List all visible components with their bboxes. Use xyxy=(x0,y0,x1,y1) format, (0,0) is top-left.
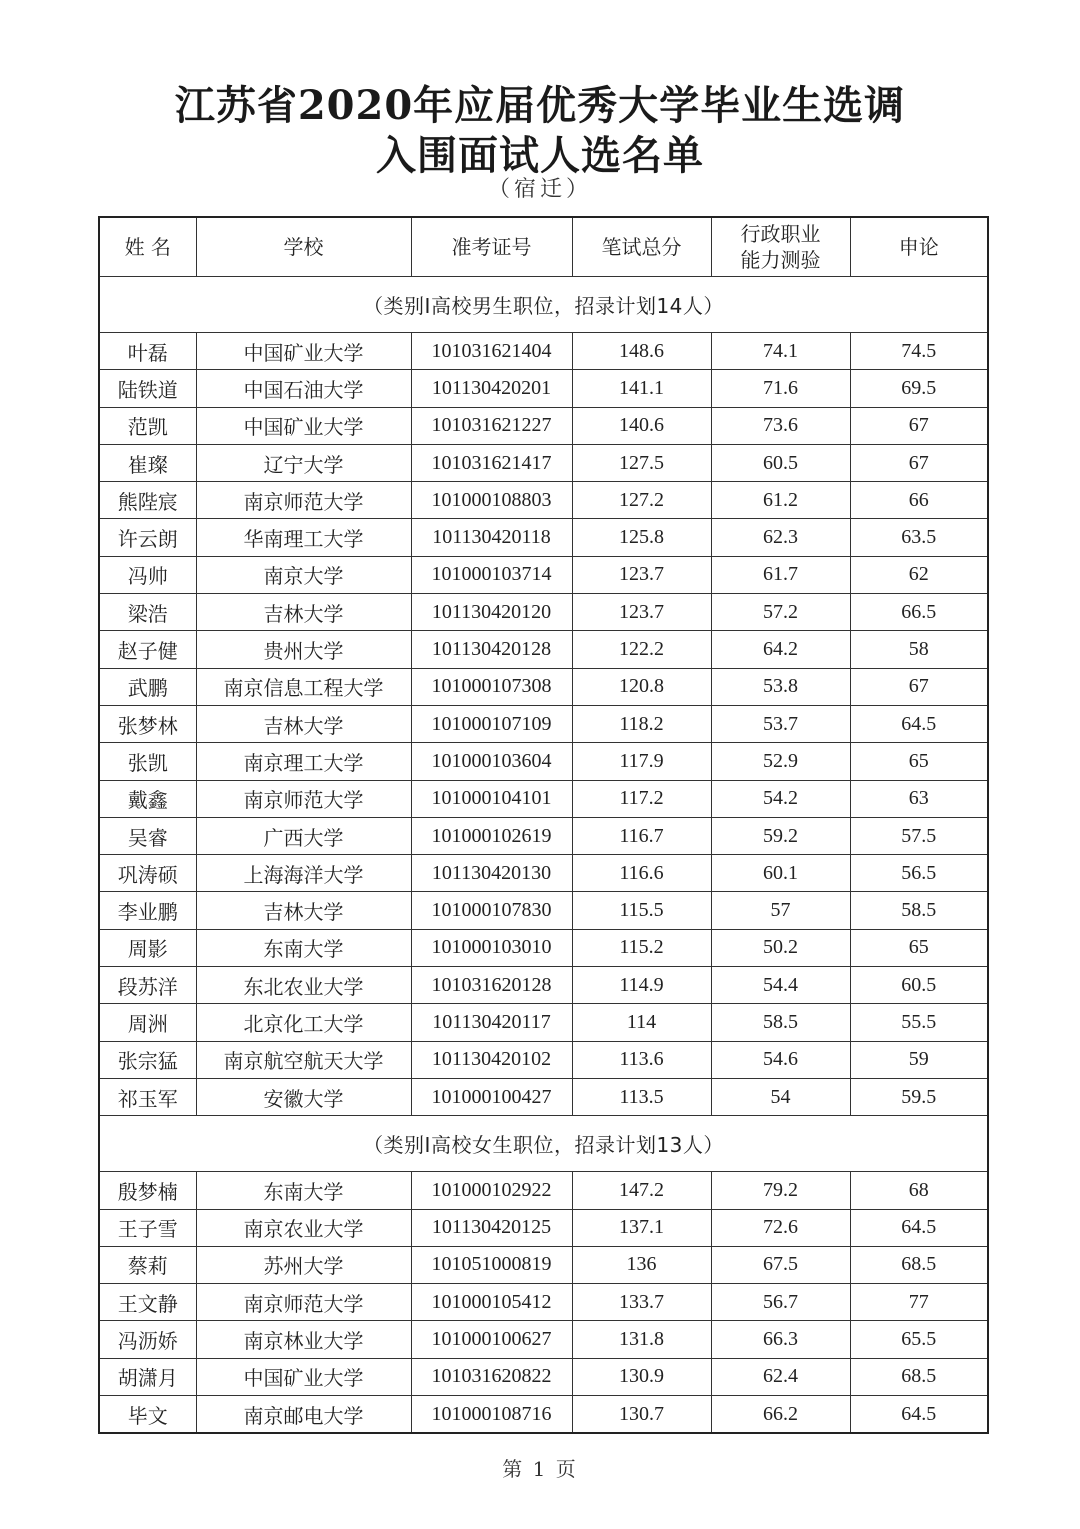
cell-total-score: 115.5 xyxy=(572,892,711,929)
cell-essay-score: 64.5 xyxy=(850,705,988,742)
table-row xyxy=(99,333,988,370)
section-heading-row xyxy=(99,1116,988,1172)
cell-essay-score: 67 xyxy=(850,407,988,444)
cell-exam-id: 101130420125 xyxy=(411,1209,572,1246)
document-subtitle: （宿迁） xyxy=(487,177,592,202)
cell-name: 戴鑫 xyxy=(99,780,196,817)
document-title-line1: 江苏省2020年应届优秀大学毕业生选调 xyxy=(174,82,906,129)
cell-essay-score: 59.5 xyxy=(850,1078,988,1115)
cell-name: 许云朗 xyxy=(99,519,196,556)
cell-aptitude-score: 53.8 xyxy=(711,668,850,705)
cell-aptitude-score: 60.5 xyxy=(711,444,850,481)
cell-exam-id: 101130420128 xyxy=(411,631,572,668)
cell-aptitude-score: 54.6 xyxy=(711,1041,850,1078)
table-row xyxy=(99,407,988,444)
cell-name: 段苏洋 xyxy=(99,967,196,1004)
cell-aptitude-score: 57.2 xyxy=(711,594,850,631)
table-row xyxy=(99,444,988,481)
cell-aptitude-score: 59.2 xyxy=(711,817,850,854)
cell-aptitude-score: 72.6 xyxy=(711,1209,850,1246)
cell-total-score: 127.5 xyxy=(572,444,711,481)
cell-name: 熊陛宸 xyxy=(99,482,196,519)
cell-name: 毕文 xyxy=(99,1396,196,1434)
cell-exam-id: 101031620822 xyxy=(411,1358,572,1395)
cell-total-score: 136 xyxy=(572,1246,711,1283)
table-row xyxy=(99,482,988,519)
cell-essay-score: 67 xyxy=(850,668,988,705)
cell-total-score: 125.8 xyxy=(572,519,711,556)
cell-name: 吴睿 xyxy=(99,817,196,854)
cell-total-score: 113.6 xyxy=(572,1041,711,1078)
cell-total-score: 141.1 xyxy=(572,370,711,407)
cell-essay-score: 67 xyxy=(850,444,988,481)
cell-total-score: 123.7 xyxy=(572,594,711,631)
cell-school: 南京航空航天大学 xyxy=(196,1041,411,1078)
cell-name: 王文静 xyxy=(99,1284,196,1321)
cell-aptitude-score: 58.5 xyxy=(711,1004,850,1041)
candidate-table xyxy=(98,216,989,1434)
cell-aptitude-score: 74.1 xyxy=(711,333,850,370)
cell-aptitude-score: 62.3 xyxy=(711,519,850,556)
cell-total-score: 113.5 xyxy=(572,1078,711,1115)
cell-name: 梁浩 xyxy=(99,594,196,631)
cell-essay-score: 63.5 xyxy=(850,519,988,556)
cell-essay-score: 64.5 xyxy=(850,1209,988,1246)
table-row xyxy=(99,705,988,742)
cell-aptitude-score: 66.3 xyxy=(711,1321,850,1358)
cell-essay-score: 69.5 xyxy=(850,370,988,407)
cell-total-score: 131.8 xyxy=(572,1321,711,1358)
cell-aptitude-score: 66.2 xyxy=(711,1396,850,1434)
cell-name: 殷梦楠 xyxy=(99,1172,196,1209)
cell-exam-id: 101000103714 xyxy=(411,556,572,593)
cell-school: 南京师范大学 xyxy=(196,482,411,519)
section-heading: （类别I高校女生职位，招录计划13人） xyxy=(99,1116,988,1172)
cell-exam-id: 101031620128 xyxy=(411,967,572,1004)
column-header-exam-id: 准考证号 xyxy=(411,217,572,277)
cell-exam-id: 101130420130 xyxy=(411,855,572,892)
cell-exam-id: 101000104101 xyxy=(411,780,572,817)
cell-exam-id: 101000107308 xyxy=(411,668,572,705)
cell-total-score: 137.1 xyxy=(572,1209,711,1246)
cell-essay-score: 58.5 xyxy=(850,892,988,929)
cell-name: 张宗猛 xyxy=(99,1041,196,1078)
cell-exam-id: 101130420201 xyxy=(411,370,572,407)
column-header-aptitude-test: 行政职业能力测验 xyxy=(711,217,850,277)
cell-school: 中国矿业大学 xyxy=(196,1358,411,1395)
cell-name: 蔡莉 xyxy=(99,1246,196,1283)
cell-exam-id: 101031621227 xyxy=(411,407,572,444)
cell-school: 华南理工大学 xyxy=(196,519,411,556)
cell-essay-score: 56.5 xyxy=(850,855,988,892)
table-row xyxy=(99,1396,988,1434)
cell-total-score: 115.2 xyxy=(572,929,711,966)
cell-essay-score: 65 xyxy=(850,743,988,780)
cell-school: 贵州大学 xyxy=(196,631,411,668)
table-row xyxy=(99,780,988,817)
cell-exam-id: 101000102922 xyxy=(411,1172,572,1209)
cell-aptitude-score: 73.6 xyxy=(711,407,850,444)
cell-aptitude-score: 61.7 xyxy=(711,556,850,593)
cell-essay-score: 59 xyxy=(850,1041,988,1078)
cell-name: 周洲 xyxy=(99,1004,196,1041)
cell-name: 祁玉军 xyxy=(99,1078,196,1115)
cell-aptitude-score: 56.7 xyxy=(711,1284,850,1321)
cell-school: 吉林大学 xyxy=(196,705,411,742)
cell-total-score: 117.9 xyxy=(572,743,711,780)
cell-essay-score: 74.5 xyxy=(850,333,988,370)
cell-school: 吉林大学 xyxy=(196,594,411,631)
table-row xyxy=(99,1004,988,1041)
table-row xyxy=(99,743,988,780)
table-row xyxy=(99,1209,988,1246)
cell-name: 崔璨 xyxy=(99,444,196,481)
cell-exam-id: 101031621417 xyxy=(411,444,572,481)
section-heading-row xyxy=(99,277,988,333)
cell-aptitude-score: 53.7 xyxy=(711,705,850,742)
cell-total-score: 117.2 xyxy=(572,780,711,817)
cell-total-score: 114 xyxy=(572,1004,711,1041)
cell-exam-id: 101000103010 xyxy=(411,929,572,966)
cell-essay-score: 68.5 xyxy=(850,1358,988,1395)
table-row xyxy=(99,370,988,407)
page-number: 第 1 页 xyxy=(502,1457,578,1481)
cell-exam-id: 101000105412 xyxy=(411,1284,572,1321)
cell-school: 南京理工大学 xyxy=(196,743,411,780)
cell-school: 东南大学 xyxy=(196,1172,411,1209)
cell-total-score: 127.2 xyxy=(572,482,711,519)
cell-aptitude-score: 64.2 xyxy=(711,631,850,668)
cell-total-score: 123.7 xyxy=(572,556,711,593)
cell-school: 南京邮电大学 xyxy=(196,1396,411,1434)
cell-exam-id: 101130420102 xyxy=(411,1041,572,1078)
cell-school: 辽宁大学 xyxy=(196,444,411,481)
cell-essay-score: 60.5 xyxy=(850,967,988,1004)
cell-essay-score: 65.5 xyxy=(850,1321,988,1358)
table-row xyxy=(99,519,988,556)
table-row xyxy=(99,556,988,593)
table-row xyxy=(99,1284,988,1321)
cell-essay-score: 68.5 xyxy=(850,1246,988,1283)
table-row xyxy=(99,1172,988,1209)
cell-school: 南京农业大学 xyxy=(196,1209,411,1246)
cell-total-score: 114.9 xyxy=(572,967,711,1004)
cell-school: 南京林业大学 xyxy=(196,1321,411,1358)
cell-school: 南京师范大学 xyxy=(196,1284,411,1321)
cell-aptitude-score: 52.9 xyxy=(711,743,850,780)
cell-aptitude-score: 67.5 xyxy=(711,1246,850,1283)
cell-total-score: 120.8 xyxy=(572,668,711,705)
table-row xyxy=(99,594,988,631)
column-header-name: 姓 名 xyxy=(99,217,196,277)
cell-total-score: 147.2 xyxy=(572,1172,711,1209)
document-title-line2: 入围面试人选名单 xyxy=(376,132,704,179)
table-row xyxy=(99,1358,988,1395)
cell-school: 广西大学 xyxy=(196,817,411,854)
cell-total-score: 116.6 xyxy=(572,855,711,892)
cell-name: 胡潇月 xyxy=(99,1358,196,1395)
cell-name: 范凯 xyxy=(99,407,196,444)
cell-essay-score: 64.5 xyxy=(850,1396,988,1434)
table-row xyxy=(99,817,988,854)
cell-exam-id: 101130420117 xyxy=(411,1004,572,1041)
column-header-essay: 申论 xyxy=(850,217,988,277)
column-header-school: 学校 xyxy=(196,217,411,277)
cell-school: 中国石油大学 xyxy=(196,370,411,407)
table-row xyxy=(99,967,988,1004)
cell-name: 周影 xyxy=(99,929,196,966)
cell-name: 张梦林 xyxy=(99,705,196,742)
cell-essay-score: 57.5 xyxy=(850,817,988,854)
cell-name: 陆铁道 xyxy=(99,370,196,407)
cell-exam-id: 101000108716 xyxy=(411,1396,572,1434)
cell-name: 王子雪 xyxy=(99,1209,196,1246)
cell-school: 南京大学 xyxy=(196,556,411,593)
cell-total-score: 116.7 xyxy=(572,817,711,854)
cell-name: 冯帅 xyxy=(99,556,196,593)
table-row xyxy=(99,668,988,705)
cell-total-score: 130.9 xyxy=(572,1358,711,1395)
cell-exam-id: 101000107830 xyxy=(411,892,572,929)
cell-name: 武鹏 xyxy=(99,668,196,705)
cell-school: 南京师范大学 xyxy=(196,780,411,817)
cell-school: 上海海洋大学 xyxy=(196,855,411,892)
cell-exam-id: 101051000819 xyxy=(411,1246,572,1283)
cell-exam-id: 101130420120 xyxy=(411,594,572,631)
cell-exam-id: 101000107109 xyxy=(411,705,572,742)
cell-name: 李业鹏 xyxy=(99,892,196,929)
cell-total-score: 133.7 xyxy=(572,1284,711,1321)
cell-total-score: 148.6 xyxy=(572,333,711,370)
cell-name: 赵子健 xyxy=(99,631,196,668)
cell-exam-id: 101000108803 xyxy=(411,482,572,519)
table-row xyxy=(99,855,988,892)
table-row xyxy=(99,929,988,966)
cell-essay-score: 62 xyxy=(850,556,988,593)
table-row xyxy=(99,1321,988,1358)
table-row xyxy=(99,1078,988,1115)
table-row xyxy=(99,1246,988,1283)
table-header-row xyxy=(99,217,988,277)
cell-aptitude-score: 50.2 xyxy=(711,929,850,966)
cell-aptitude-score: 57 xyxy=(711,892,850,929)
cell-aptitude-score: 71.6 xyxy=(711,370,850,407)
cell-essay-score: 77 xyxy=(850,1284,988,1321)
cell-exam-id: 101000100627 xyxy=(411,1321,572,1358)
cell-school: 东南大学 xyxy=(196,929,411,966)
column-header-total-score: 笔试总分 xyxy=(572,217,711,277)
cell-total-score: 122.2 xyxy=(572,631,711,668)
cell-essay-score: 55.5 xyxy=(850,1004,988,1041)
cell-school: 北京化工大学 xyxy=(196,1004,411,1041)
cell-name: 巩涛硕 xyxy=(99,855,196,892)
cell-aptitude-score: 54.4 xyxy=(711,967,850,1004)
cell-essay-score: 66.5 xyxy=(850,594,988,631)
table-row xyxy=(99,892,988,929)
table-row xyxy=(99,1041,988,1078)
cell-name: 冯沥娇 xyxy=(99,1321,196,1358)
cell-school: 南京信息工程大学 xyxy=(196,668,411,705)
cell-total-score: 140.6 xyxy=(572,407,711,444)
cell-essay-score: 66 xyxy=(850,482,988,519)
cell-essay-score: 63 xyxy=(850,780,988,817)
cell-aptitude-score: 62.4 xyxy=(711,1358,850,1395)
cell-school: 苏州大学 xyxy=(196,1246,411,1283)
cell-aptitude-score: 61.2 xyxy=(711,482,850,519)
cell-aptitude-score: 60.1 xyxy=(711,855,850,892)
cell-essay-score: 68 xyxy=(850,1172,988,1209)
section-heading: （类别I高校男生职位，招录计划14人） xyxy=(99,277,988,333)
cell-school: 东北农业大学 xyxy=(196,967,411,1004)
table-row xyxy=(99,631,988,668)
cell-school: 吉林大学 xyxy=(196,892,411,929)
cell-exam-id: 101031621404 xyxy=(411,333,572,370)
cell-school: 中国矿业大学 xyxy=(196,333,411,370)
cell-name: 张凯 xyxy=(99,743,196,780)
cell-school: 中国矿业大学 xyxy=(196,407,411,444)
cell-exam-id: 101130420118 xyxy=(411,519,572,556)
cell-aptitude-score: 79.2 xyxy=(711,1172,850,1209)
cell-aptitude-score: 54.2 xyxy=(711,780,850,817)
cell-exam-id: 101000100427 xyxy=(411,1078,572,1115)
cell-exam-id: 101000103604 xyxy=(411,743,572,780)
cell-essay-score: 58 xyxy=(850,631,988,668)
cell-exam-id: 101000102619 xyxy=(411,817,572,854)
cell-name: 叶磊 xyxy=(99,333,196,370)
cell-school: 安徽大学 xyxy=(196,1078,411,1115)
cell-total-score: 130.7 xyxy=(572,1396,711,1434)
cell-essay-score: 65 xyxy=(850,929,988,966)
cell-aptitude-score: 54 xyxy=(711,1078,850,1115)
cell-total-score: 118.2 xyxy=(572,705,711,742)
